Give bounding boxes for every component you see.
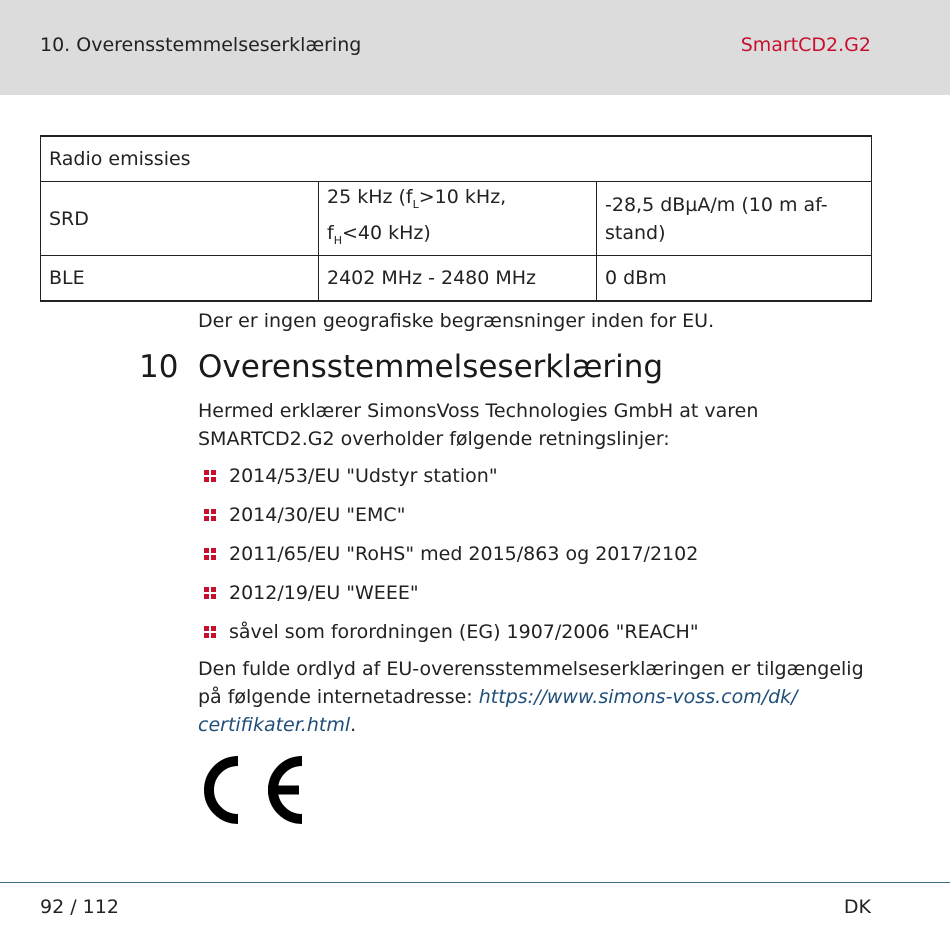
directives-list (200, 462, 699, 657)
bullet-icon (204, 470, 216, 482)
list-item: såvel som forordningen (EG) 1907/2006 "REACH" (200, 618, 699, 657)
section-number: 10 (139, 349, 179, 385)
list-item: 2014/30/EU "EMC" (200, 501, 699, 540)
outro-paragraph: Den fulde ordlyd af EU-overensstemmelseserklæringen er tilgængelig på følgende internetadresse: https://www.simons-voss.com/dk/ certifikater.html. (198, 658, 864, 736)
bullet-icon (204, 509, 216, 521)
ce-mark-icon (196, 753, 308, 827)
geo-note: Der er ingen geografiske begrænsninger inden for EU. (198, 310, 715, 332)
table-cell-power: 0 dBm (597, 256, 872, 302)
header-product-name: SmartCD2.G2 (740, 34, 871, 56)
table-cell-name: SRD (41, 182, 319, 256)
bullet-icon (204, 548, 216, 560)
bullet-icon (204, 626, 216, 638)
page-number: 92 / 112 (40, 896, 119, 918)
list-item: 2011/65/EU "RoHS" med 2015/863 og 2017/2102 (200, 540, 699, 579)
intro-paragraph: Hermed erklærer SimonsVoss Technologies GmbH at varen SMARTCD2.G2 overholder følgende retningslinjer: (198, 400, 759, 450)
table-row (41, 182, 872, 256)
table-cell-frequency: 2402 MHz - 2480 MHz (319, 256, 597, 302)
table-cell-name: BLE (41, 256, 319, 302)
section-title: Overensstemmelseserklæring (198, 349, 664, 385)
certificates-link-cont[interactable]: certifikater.html (198, 714, 351, 736)
table-row (41, 136, 872, 182)
certificates-link[interactable]: https://www.simons-voss.com/dk/ (478, 686, 798, 708)
table-row (41, 256, 872, 302)
radio-emissions-table (40, 135, 872, 302)
language-code: DK (843, 896, 871, 918)
table-cell-frequency: 25 kHz ($f_L>10$ kHz, $f_H<40$ kHz) (319, 182, 597, 256)
table-cell-power: -28,5 dBµA/m (10 m af- stand) (597, 182, 872, 256)
page-header (0, 0, 950, 95)
bullet-icon (204, 587, 216, 599)
header-section-title: 10. Overensstemmelseserklæring (40, 34, 362, 56)
list-item: 2012/19/EU "WEEE" (200, 579, 699, 618)
list-item: 2014/53/EU "Udstyr station" (200, 462, 699, 501)
table-title-cell: Radio emissies (41, 136, 872, 182)
footer-divider (0, 882, 950, 883)
